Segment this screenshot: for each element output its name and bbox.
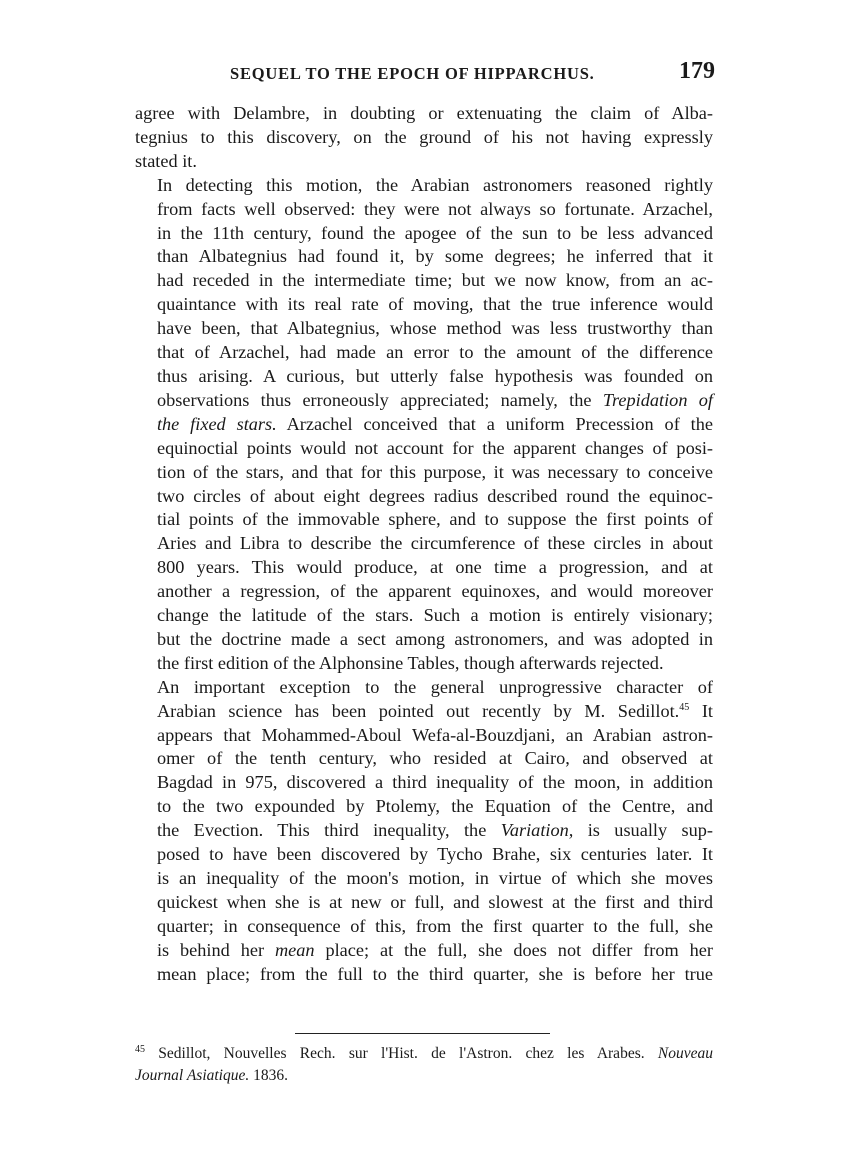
text-line [135,652,713,676]
text-line [135,795,713,819]
text-line [135,771,713,795]
text-line [135,556,713,580]
text-line [135,628,713,652]
italic-text: Nouveau [657,1045,713,1062]
text-run: than Albategnius had found it, by some degrees; he inferred that it [156,246,713,267]
text-line [135,532,713,556]
text-line [135,508,713,532]
text-line [135,747,713,771]
text-line [135,1065,713,1087]
italic-text: Journal Asiatique. [135,1067,250,1084]
footnote-marker: 45 [135,1043,145,1055]
text-line [135,485,713,509]
text-line [135,293,713,317]
text-line [135,891,713,915]
text-line [135,819,713,843]
text-run: Bagdad in 975, discovered a third inequality of the moon, in addition [156,772,713,793]
text-run: is an inequality of the moon's motion, in virtue of which she moves [156,868,713,888]
text-run: quaintance with its real rate of moving, that the true inference would [156,294,713,315]
paragraph [135,102,713,174]
text-line [135,317,713,341]
text-line [135,413,713,437]
text-run: An important exception to the general unprogressive character of [156,676,713,697]
text-line [135,437,713,461]
text-line [135,245,713,269]
footnote-marker: 45 [679,701,690,713]
text-line [135,198,713,222]
text-line [135,939,713,963]
running-title: SEQUEL TO THE EPOCH OF HIPPARCHUS. [230,64,595,83]
text-run: but the doctrine made a sect among astronomers, and was adopted in [156,628,713,649]
text-run: the Evection. This third inequality, the [156,820,501,841]
text-run: to the two expounded by Ptolemy, the Equation of the Centre, and [156,796,713,817]
text-run: posed to have been discovered by Tycho Brahe, six centuries later. It [156,844,713,865]
text-run: 800 years. This would produce, at one time a progression, and at [156,557,713,578]
italic-text: the fixed stars. [156,413,277,434]
text-run: is usually sup- [573,820,713,841]
text-line [135,963,713,987]
text-line [135,461,713,485]
italic-text: Trepidation of [602,389,713,410]
text-line [135,676,713,700]
text-run: Arzachel conceived that a uniform Precession of the [276,413,713,434]
text-line [135,604,713,628]
text-line [135,126,713,150]
body-text [135,102,713,987]
text-run: stated it. [135,150,197,171]
text-line [135,269,713,293]
text-line [135,724,713,748]
text-run: Arabian science has been pointed out recently by M. Sedillot. [156,700,680,721]
text-line [135,915,713,939]
paragraph [135,174,713,676]
text-run: change the latitude of the stars. Such a motion is entirely visionary; [156,605,713,626]
text-run: from facts well observed: they were not always so fortunate. Arzachel, [156,198,713,219]
text-run: 1836. [249,1067,288,1084]
text-run: have been, that Albategnius, whose method was less trustworthy than [156,318,713,339]
text-run: omer of the tenth century, who resided at Cairo, and observed at [156,748,713,769]
text-line [135,174,713,198]
text-run: tion of the stars, and that for this purpose, it was necessary to conceive [156,461,713,482]
paragraph [135,676,713,987]
text-run: is behind her [156,939,275,960]
text-run: had receded in the intermediate time; but we now know, from an ac- [156,270,713,291]
text-line [135,389,713,413]
text-line [135,102,713,126]
italic-text: Variation, [500,820,574,841]
text-line [135,700,713,724]
text-run: observations thus erroneously appreciated; namely, the [156,389,603,410]
text-line [135,867,713,891]
text-run: another a regression, of the apparent equinoxes, and would moreover [156,581,713,602]
text-run: It [689,700,713,721]
footnote-divider [295,1033,550,1034]
text-line [135,222,713,246]
text-run: that of Arzachel, had made an error to the amount of the difference [156,342,713,363]
text-line [135,580,713,604]
text-run: tial points of the immovable sphere, and to suppose the first points of [156,509,713,530]
page-header [230,58,715,90]
page-number: 179 [679,58,715,84]
text-line [135,365,713,389]
text-run: place; at the full, she does not differ from her [314,939,713,960]
text-run: quickest when she is at new or full, and slowest at the first and third [156,891,713,912]
text-run: In detecting this motion, the Arabian astronomers reasoned rightly [156,174,713,195]
text-line [135,150,713,174]
text-run: agree with Delambre, in doubting or extenuating the claim of Alba- [135,103,713,123]
text-run: mean place; from the full to the third quarter, she is before her true [156,963,713,984]
text-run: two circles of about eight degrees radius described round the equinoc- [156,485,713,506]
text-run: Aries and Libra to describe the circumference of these circles in about [156,533,713,554]
text-run: the first edition of the Alphonsine Tables, though afterwards rejected. [156,652,664,673]
text-line [135,341,713,365]
text-run: thus arising. A curious, but utterly false hypothesis was founded on [156,365,713,386]
text-line [135,843,713,867]
italic-text: mean [274,939,315,960]
text-run: quarter; in consequence of this, from the first quarter to the full, she [156,915,713,936]
text-run: appears that Mohammed-Aboul Wefa-al-Bouzdjani, an Arabian astron- [156,724,713,745]
text-run: equinoctial points would not account for the apparent changes of posi- [156,437,713,458]
text-run: Sedillot, Nouvelles Rech. sur l'Hist. de l'Astron. chez les Arabes. [145,1045,658,1062]
text-run: tegnius to this discovery, on the ground of his not having expressly [135,126,713,147]
text-line [135,1043,713,1065]
footnote [135,1043,713,1087]
text-run: in the 11th century, found the apogee of the sun to be less advanced [156,222,713,243]
